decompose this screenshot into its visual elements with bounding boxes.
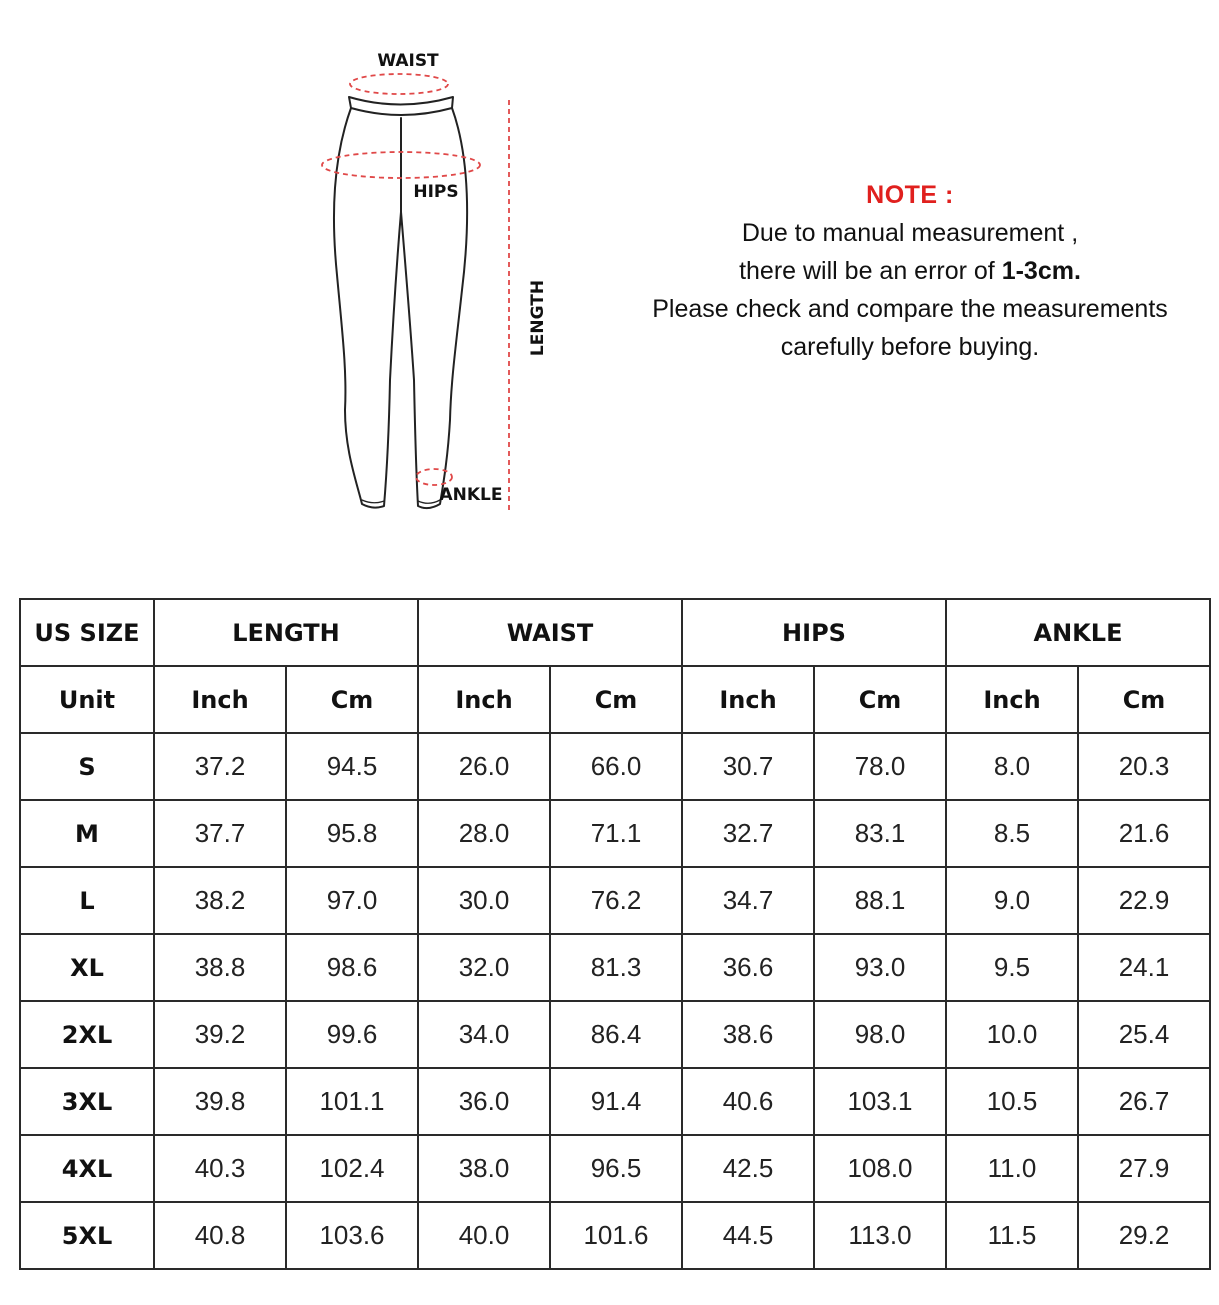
table-row [20, 1068, 1210, 1135]
size-cell: M [20, 800, 154, 867]
value-cell: 40.3 [154, 1135, 286, 1202]
value-cell: 8.0 [946, 733, 1078, 800]
table-row [20, 934, 1210, 1001]
unit-cell: Inch [154, 666, 286, 733]
value-cell: 101.1 [286, 1068, 418, 1135]
value-cell: 103.1 [814, 1068, 946, 1135]
table-row [20, 1001, 1210, 1068]
size-cell: 5XL [20, 1202, 154, 1269]
header-us-size: US SIZE [20, 599, 154, 666]
value-cell: 34.0 [418, 1001, 550, 1068]
value-cell: 38.0 [418, 1135, 550, 1202]
unit-label: Unit [20, 666, 154, 733]
value-cell: 95.8 [286, 800, 418, 867]
hips-label: HIPS [413, 182, 459, 202]
size-cell: 3XL [20, 1068, 154, 1135]
value-cell: 10.0 [946, 1001, 1078, 1068]
value-cell: 66.0 [550, 733, 682, 800]
value-cell: 108.0 [814, 1135, 946, 1202]
value-cell: 36.0 [418, 1068, 550, 1135]
header-length: LENGTH [154, 599, 418, 666]
ankle-label: ANKLE [439, 485, 503, 505]
value-cell: 39.2 [154, 1001, 286, 1068]
value-cell: 11.0 [946, 1135, 1078, 1202]
value-cell: 37.7 [154, 800, 286, 867]
note-line-3: Please check and compare the measurements [652, 295, 1168, 323]
length-label: LENGTH [528, 279, 548, 357]
size-chart-table [19, 598, 1211, 1270]
value-cell: 44.5 [682, 1202, 814, 1269]
unit-cell: Inch [418, 666, 550, 733]
value-cell: 34.7 [682, 867, 814, 934]
value-cell: 26.7 [1078, 1068, 1210, 1135]
table-row [20, 1202, 1210, 1269]
size-cell: XL [20, 934, 154, 1001]
value-cell: 103.6 [286, 1202, 418, 1269]
note-title: NOTE : [866, 181, 954, 209]
header-hips: HIPS [682, 599, 946, 666]
size-cell: 4XL [20, 1135, 154, 1202]
value-cell: 38.2 [154, 867, 286, 934]
value-cell: 30.0 [418, 867, 550, 934]
value-cell: 38.6 [682, 1001, 814, 1068]
value-cell: 40.0 [418, 1202, 550, 1269]
value-cell: 96.5 [550, 1135, 682, 1202]
unit-cell: Inch [946, 666, 1078, 733]
value-cell: 28.0 [418, 800, 550, 867]
unit-cell: Cm [814, 666, 946, 733]
value-cell: 36.6 [682, 934, 814, 1001]
table-row [20, 1135, 1210, 1202]
note-line-2 [640, 252, 1180, 290]
table-row [20, 867, 1210, 934]
value-cell: 98.6 [286, 934, 418, 1001]
value-cell: 76.2 [550, 867, 682, 934]
unit-cell: Cm [550, 666, 682, 733]
value-cell: 42.5 [682, 1135, 814, 1202]
unit-cell: Cm [1078, 666, 1210, 733]
value-cell: 83.1 [814, 800, 946, 867]
header-ankle: ANKLE [946, 599, 1210, 666]
size-cell: 2XL [20, 1001, 154, 1068]
value-cell: 71.1 [550, 800, 682, 867]
note-line-1: Due to manual measurement , [741, 219, 1079, 247]
value-cell: 91.4 [550, 1068, 682, 1135]
value-cell: 32.0 [418, 934, 550, 1001]
value-cell: 20.3 [1078, 733, 1210, 800]
value-cell: 26.0 [418, 733, 550, 800]
value-cell: 10.5 [946, 1068, 1078, 1135]
value-cell: 81.3 [550, 934, 682, 1001]
value-cell: 102.4 [286, 1135, 418, 1202]
size-cell: S [20, 733, 154, 800]
table-row [20, 733, 1210, 800]
value-cell: 88.1 [814, 867, 946, 934]
value-cell: 113.0 [814, 1202, 946, 1269]
header-waist: WAIST [418, 599, 682, 666]
value-cell: 9.5 [946, 934, 1078, 1001]
value-cell: 99.6 [286, 1001, 418, 1068]
value-cell: 38.8 [154, 934, 286, 1001]
waist-label: WAIST [377, 51, 439, 71]
leggings-outline [334, 97, 467, 508]
value-cell: 97.0 [286, 867, 418, 934]
value-cell: 25.4 [1078, 1001, 1210, 1068]
value-cell: 21.6 [1078, 800, 1210, 867]
value-cell: 86.4 [550, 1001, 682, 1068]
table-header-row [20, 599, 1210, 666]
value-cell: 40.6 [682, 1068, 814, 1135]
size-cell: L [20, 867, 154, 934]
value-cell: 78.0 [814, 733, 946, 800]
value-cell: 94.5 [286, 733, 418, 800]
note-line-2-text: there will be an error of [739, 257, 1002, 285]
note-line-4: carefully before buying. [780, 333, 1040, 361]
unit-cell: Cm [286, 666, 418, 733]
value-cell: 93.0 [814, 934, 946, 1001]
unit-cell: Inch [682, 666, 814, 733]
value-cell: 27.9 [1078, 1135, 1210, 1202]
value-cell: 22.9 [1078, 867, 1210, 934]
value-cell: 8.5 [946, 800, 1078, 867]
value-cell: 37.2 [154, 733, 286, 800]
value-cell: 40.8 [154, 1202, 286, 1269]
ankle-measure-ellipse [416, 469, 452, 485]
measurement-note [640, 176, 1180, 366]
waist-measure-ellipse [350, 74, 448, 94]
value-cell: 32.7 [682, 800, 814, 867]
note-error-range: 1-3cm. [1001, 257, 1081, 285]
value-cell: 29.2 [1078, 1202, 1210, 1269]
value-cell: 98.0 [814, 1001, 946, 1068]
table-row [20, 800, 1210, 867]
table-unit-row [20, 666, 1210, 733]
value-cell: 39.8 [154, 1068, 286, 1135]
value-cell: 24.1 [1078, 934, 1210, 1001]
value-cell: 9.0 [946, 867, 1078, 934]
value-cell: 101.6 [550, 1202, 682, 1269]
value-cell: 11.5 [946, 1202, 1078, 1269]
value-cell: 30.7 [682, 733, 814, 800]
